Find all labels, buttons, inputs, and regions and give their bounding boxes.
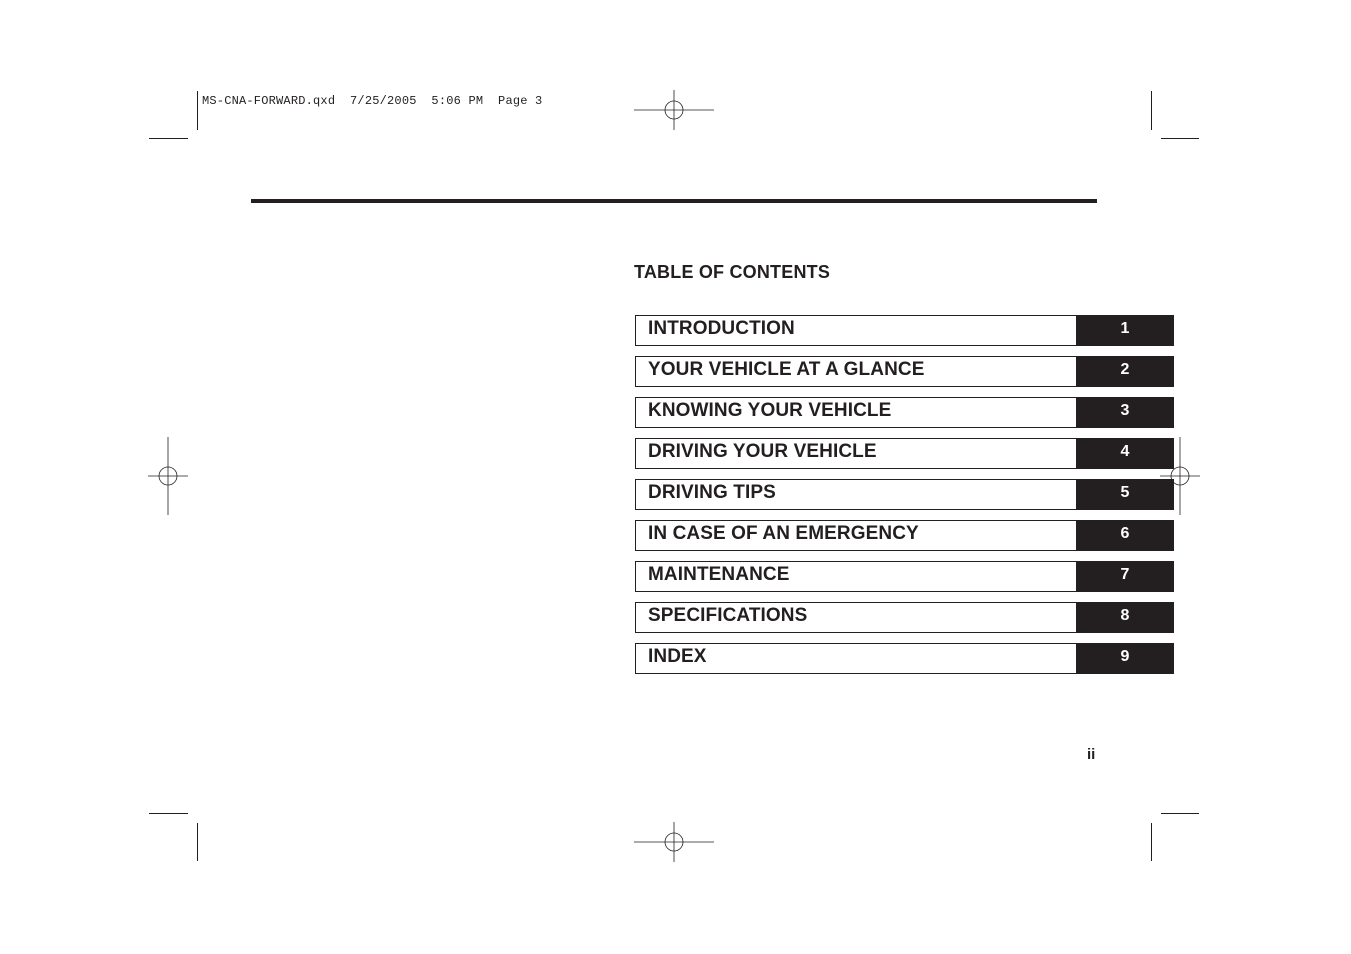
toc-entry-vehicle-at-a-glance[interactable] [635, 356, 1174, 387]
page-number: ii [1087, 746, 1096, 763]
toc-entry-tab-number: 9 [1076, 643, 1174, 674]
toc-entry-label: DRIVING TIPS [648, 482, 776, 503]
toc-entry-maintenance[interactable] [635, 561, 1174, 592]
crop-mark-bottom-left-vertical [197, 823, 198, 861]
toc-entry-tab-number: 3 [1076, 397, 1174, 428]
toc-entry-label: INDEX [648, 646, 707, 667]
header-rule [251, 199, 1097, 203]
toc-entry-tab-number: 8 [1076, 602, 1174, 633]
crop-mark-top-left-vertical [197, 91, 198, 130]
toc-entry-driving-tips[interactable] [635, 479, 1174, 510]
toc-entry-tab-number: 1 [1076, 315, 1174, 346]
toc-entry-label: IN CASE OF AN EMERGENCY [648, 523, 919, 544]
registration-mark-top-icon [634, 90, 714, 130]
toc-entry-label: INTRODUCTION [648, 318, 795, 339]
crop-mark-top-right-horizontal [1161, 138, 1199, 139]
toc-entry-tab-number: 4 [1076, 438, 1174, 469]
toc-entry-tab-number: 2 [1076, 356, 1174, 387]
toc-entry-knowing-your-vehicle[interactable] [635, 397, 1174, 428]
printer-slug: MS-CNA-FORWARD.qxd 7/25/2005 5:06 PM Page 3 [202, 94, 543, 108]
toc-entry-label: DRIVING YOUR VEHICLE [648, 441, 877, 462]
toc-heading: TABLE OF CONTENTS [634, 262, 831, 282]
toc-entry-label: KNOWING YOUR VEHICLE [648, 400, 892, 421]
toc-entry-tab-number: 6 [1076, 520, 1174, 551]
toc-entry-in-case-of-emergency[interactable] [635, 520, 1174, 551]
toc-entry-label: SPECIFICATIONS [648, 605, 808, 626]
crop-mark-bottom-right-vertical [1151, 823, 1152, 861]
toc-entry-label: YOUR VEHICLE AT A GLANCE [648, 359, 925, 380]
toc-entry-tab-number: 7 [1076, 561, 1174, 592]
toc-list [635, 315, 1174, 684]
toc-entry-tab-number: 5 [1076, 479, 1174, 510]
crop-mark-top-left-horizontal [149, 138, 188, 139]
toc-entry-label: MAINTENANCE [648, 564, 790, 585]
crop-mark-top-right-vertical [1151, 91, 1152, 130]
crop-mark-bottom-left-horizontal [149, 813, 188, 814]
toc-entry-index[interactable] [635, 643, 1174, 674]
toc-entry-driving-your-vehicle[interactable] [635, 438, 1174, 469]
crop-mark-bottom-right-horizontal [1161, 813, 1199, 814]
registration-mark-left-icon [148, 437, 188, 515]
registration-mark-bottom-icon [634, 822, 714, 862]
toc-entry-specifications[interactable] [635, 602, 1174, 633]
toc-entry-introduction[interactable] [635, 315, 1174, 346]
